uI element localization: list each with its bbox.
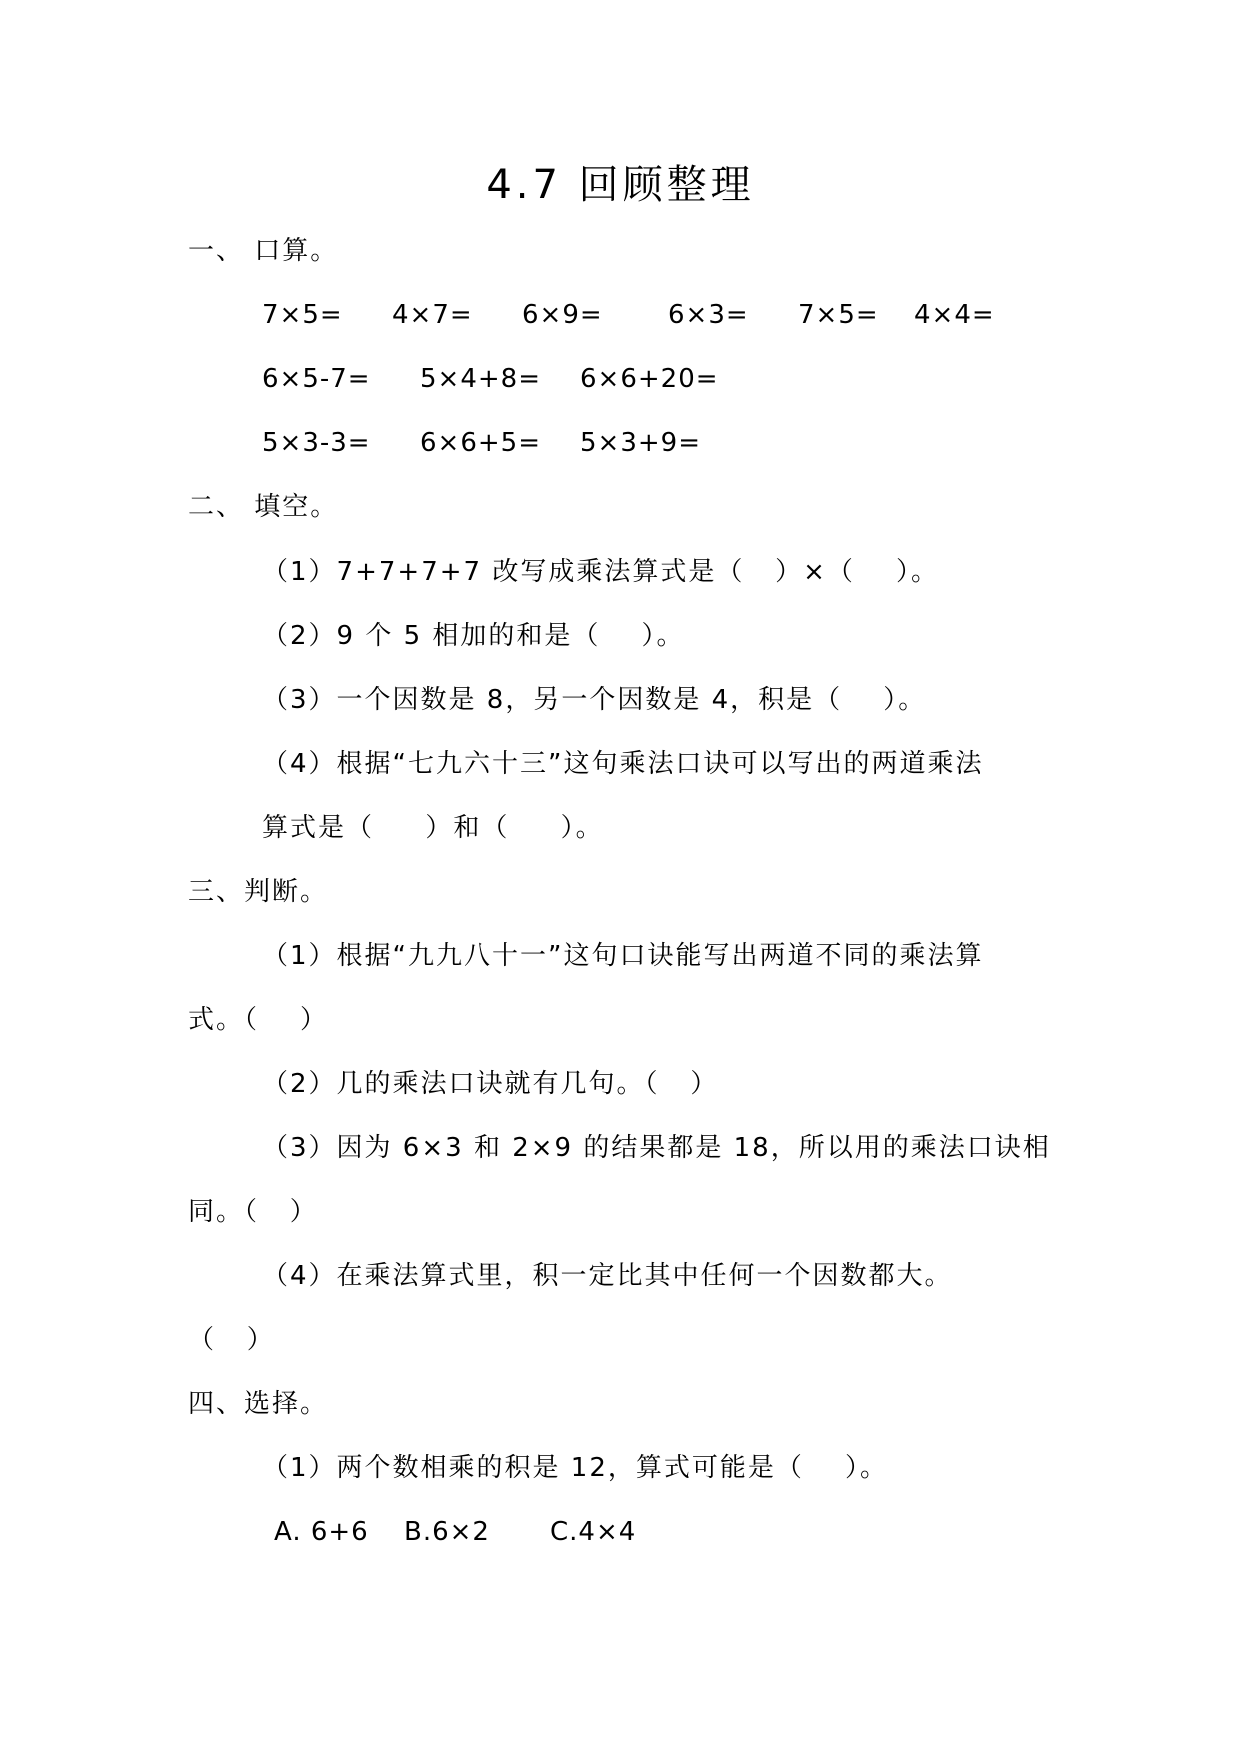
fill-question-2: （2）9 个 5 相加的和是（ ）。 [262, 621, 685, 651]
section-2-heading: 二、 填空。 [188, 492, 339, 522]
mental-math-item: 4×7= [392, 300, 473, 330]
page-title: 4.7 回顾整理 [486, 162, 755, 208]
choice-option-b: B.6×2 [404, 1517, 490, 1547]
mental-math-item: 4×4= [914, 300, 995, 330]
judge-question-1-line2: 式。（ ） [188, 1005, 329, 1035]
fill-question-4-line1: （4）根据“七九六十三”这句乘法口诀可以写出的两道乘法 [262, 749, 984, 779]
mental-math-item: 7×5= [262, 300, 343, 330]
fill-question-1: （1）7+7+7+7 改写成乘法算式是（ ）×（ ）。 [262, 557, 939, 587]
mental-math-item: 5×3+9= [580, 428, 701, 458]
fill-question-3: （3）一个因数是 8，另一个因数是 4，积是（ ）。 [262, 685, 927, 715]
choice-option-a: A. 6+6 [274, 1517, 369, 1547]
judge-question-4-line1: （4）在乘法算式里，积一定比其中任何一个因数都大。 [262, 1261, 953, 1291]
choice-option-c: C.4×4 [550, 1517, 637, 1547]
mental-math-item: 6×9= [522, 300, 603, 330]
mental-math-item: 5×4+8= [420, 364, 541, 394]
judge-question-1-line1: （1）根据“九九八十一”这句口诀能写出两道不同的乘法算 [262, 941, 984, 971]
mental-math-item: 6×6+20= [580, 364, 719, 394]
fill-question-4-line2: 算式是（ ）和（ ）。 [262, 813, 604, 843]
judge-question-3-line1: （3）因为 6×3 和 2×9 的结果都是 18，所以用的乘法口诀相 [262, 1133, 1051, 1163]
mental-math-item: 6×6+5= [420, 428, 541, 458]
choice-question-1: （1）两个数相乘的积是 12，算式可能是（ ）。 [262, 1453, 888, 1483]
section-1-heading: 一、 口算。 [188, 236, 339, 266]
mental-math-item: 6×5-7= [262, 364, 371, 394]
section-3-heading: 三、判断。 [188, 877, 329, 907]
mental-math-item: 5×3-3= [262, 428, 371, 458]
section-4-heading: 四、选择。 [188, 1389, 329, 1419]
judge-question-3-line2: 同。（ ） [188, 1197, 318, 1227]
mental-math-item: 6×3= [668, 300, 749, 330]
judge-question-2: （2）几的乘法口诀就有几句。（ ） [262, 1069, 719, 1099]
judge-question-4-line2: （ ） [188, 1325, 275, 1355]
mental-math-item: 7×5= [798, 300, 879, 330]
